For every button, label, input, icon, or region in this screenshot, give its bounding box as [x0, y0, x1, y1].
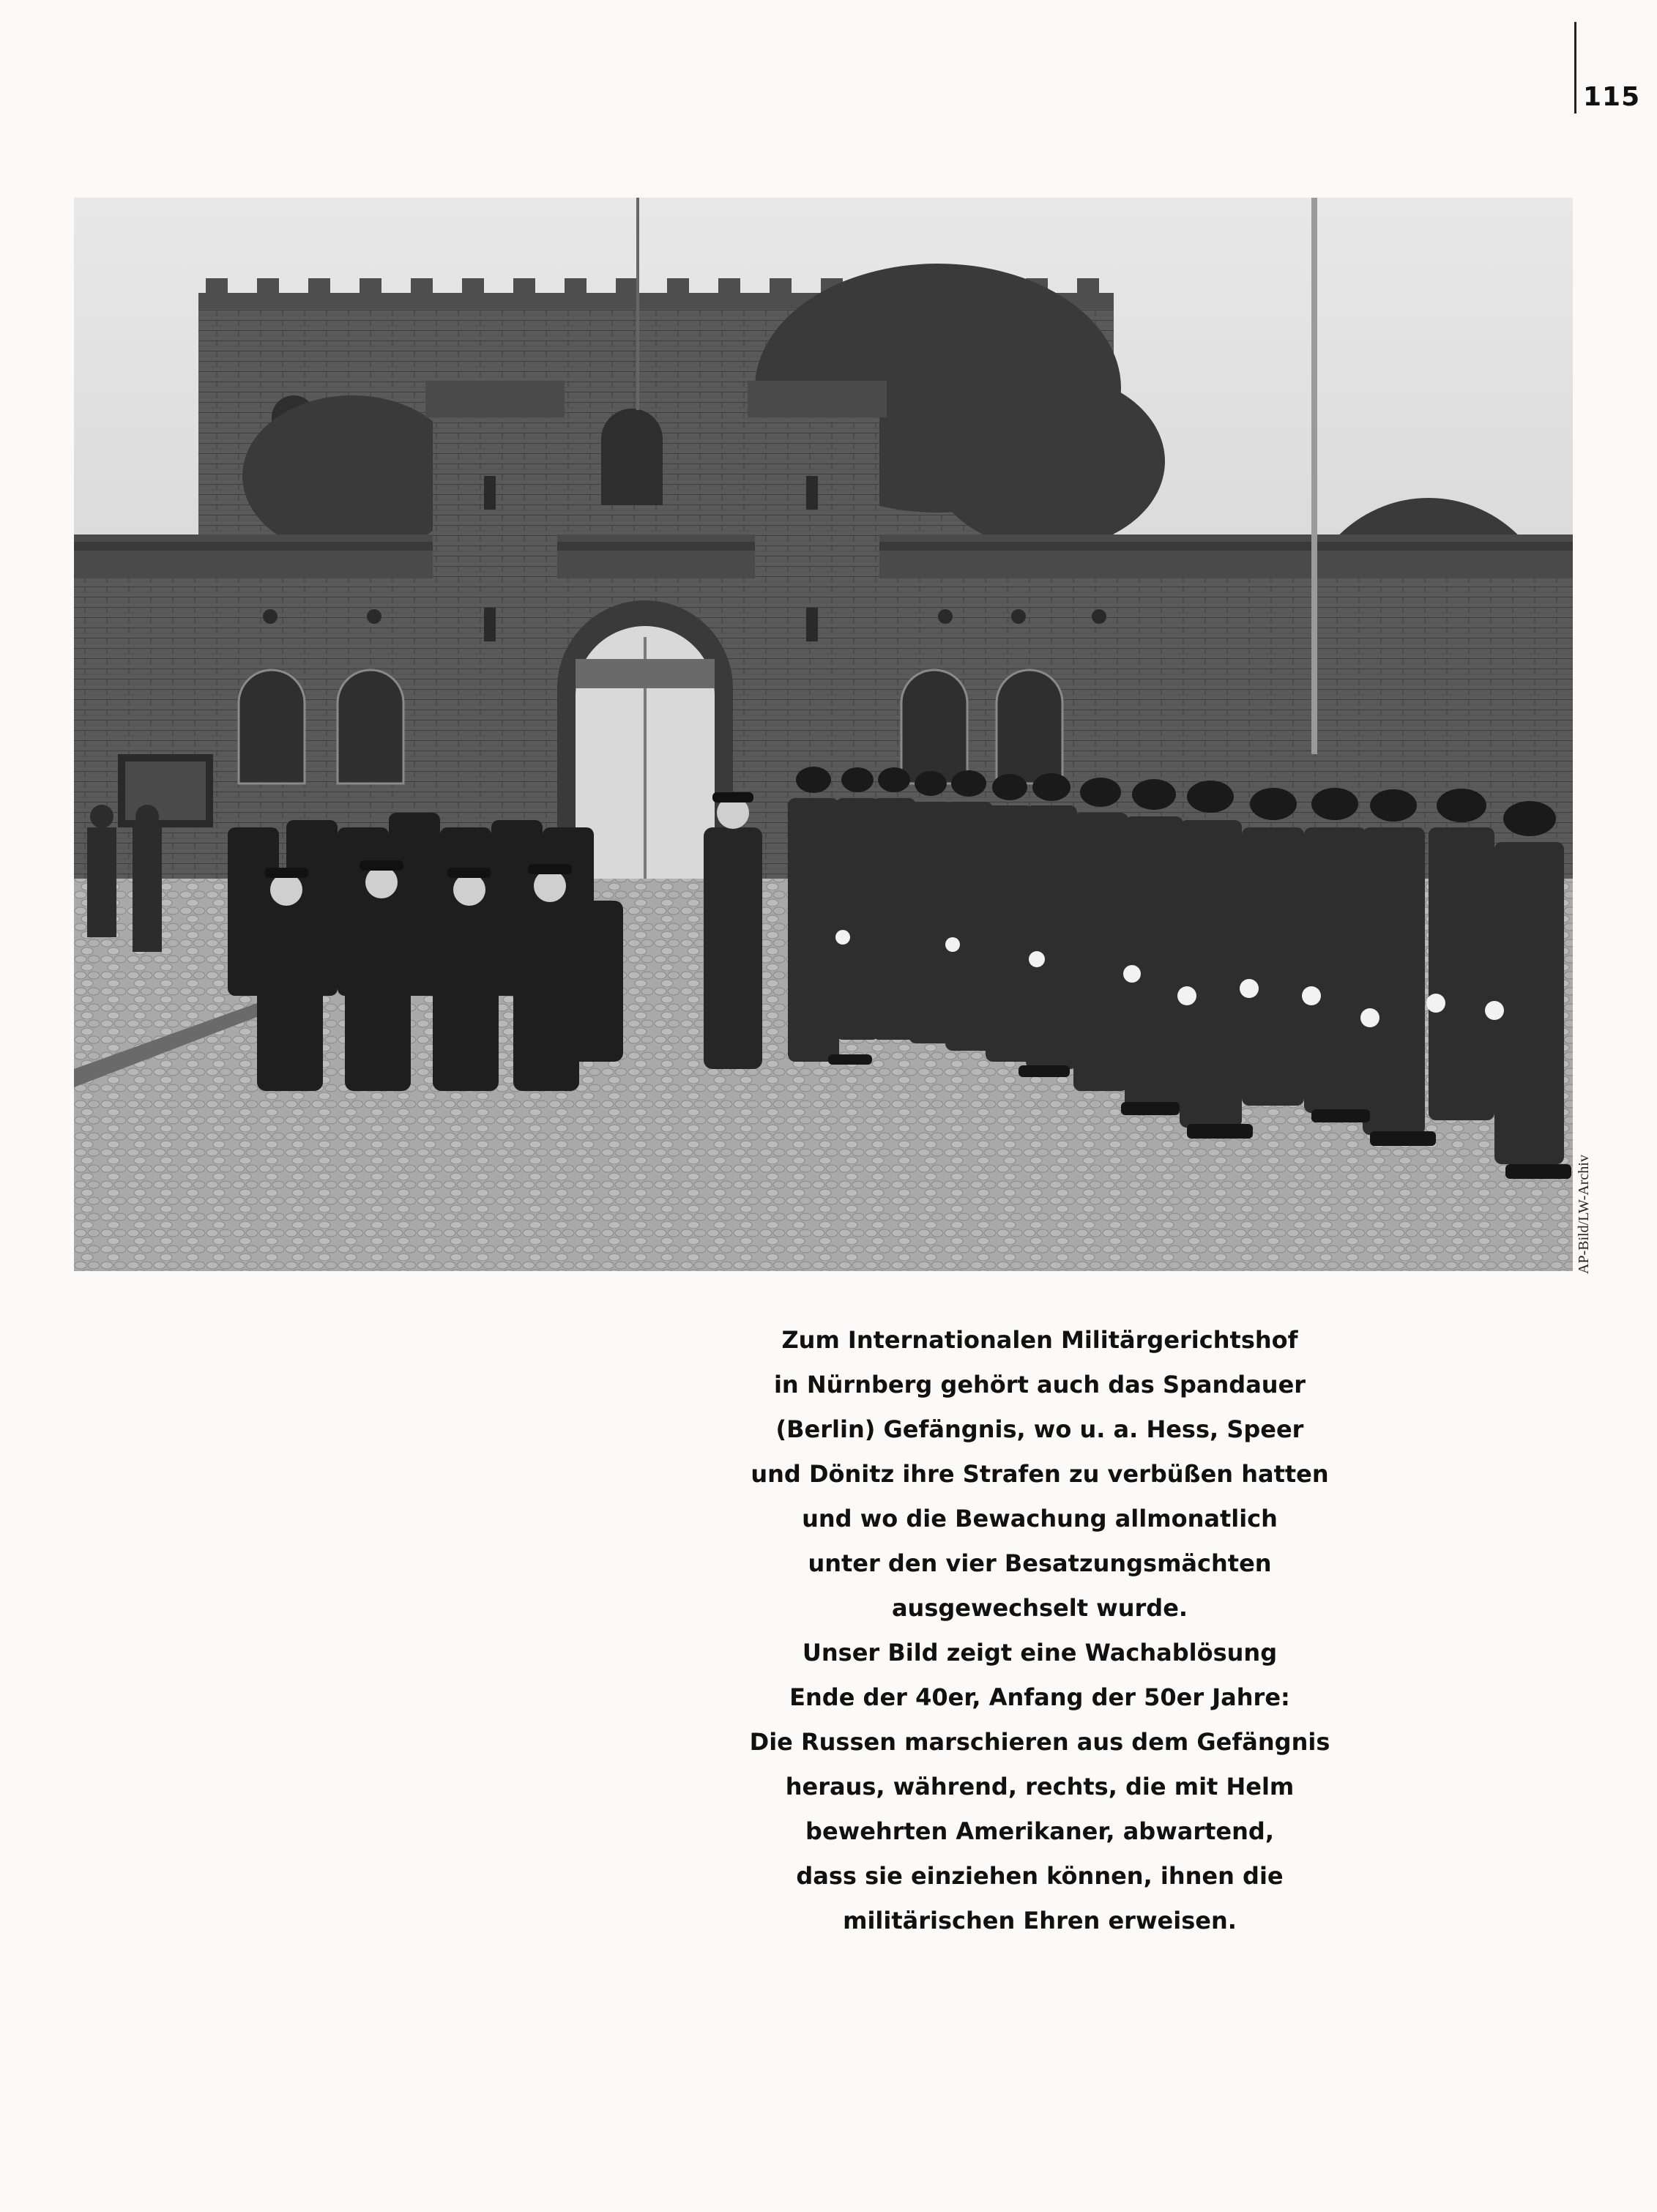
photo-caption: [674, 1318, 1406, 1943]
caption-line: ausgewechselt wurde.: [891, 1594, 1188, 1622]
caption-line: Ende der 40er, Anfang der 50er Jahre:: [789, 1683, 1290, 1711]
caption-line: bewehrten Amerikaner, abwartend,: [805, 1817, 1274, 1845]
historical-photo: [74, 198, 1573, 1271]
caption-line: und Dönitz ihre Strafen zu verbüßen hatten: [751, 1460, 1329, 1488]
caption-line: dass sie einziehen können, ihnen die: [796, 1862, 1284, 1890]
caption-line: in Nürnberg gehört auch das Spandauer: [773, 1371, 1306, 1399]
page-number: 115: [1583, 82, 1641, 112]
caption-line: (Berlin) Gefängnis, wo u. a. Hess, Speer: [775, 1415, 1304, 1443]
caption-line: militärischen Ehren erweisen.: [843, 1907, 1237, 1934]
photo-credit: AP-Bild/LW-Archiv: [1576, 1155, 1592, 1274]
caption-line: Die Russen marschieren aus dem Gefängnis: [749, 1728, 1330, 1756]
caption-line: unter den vier Besatzungsmächten: [808, 1549, 1272, 1577]
page-number-rule: [1574, 22, 1576, 113]
caption-line: und wo die Bewachung allmonatlich: [802, 1505, 1278, 1533]
caption-line: Zum Internationalen Militärgerichtshof: [781, 1326, 1298, 1354]
photo-illustration: [74, 198, 1573, 1271]
caption-line: heraus, während, rechts, die mit Helm: [785, 1773, 1295, 1800]
caption-line: Unser Bild zeigt eine Wachablösung: [802, 1639, 1278, 1667]
